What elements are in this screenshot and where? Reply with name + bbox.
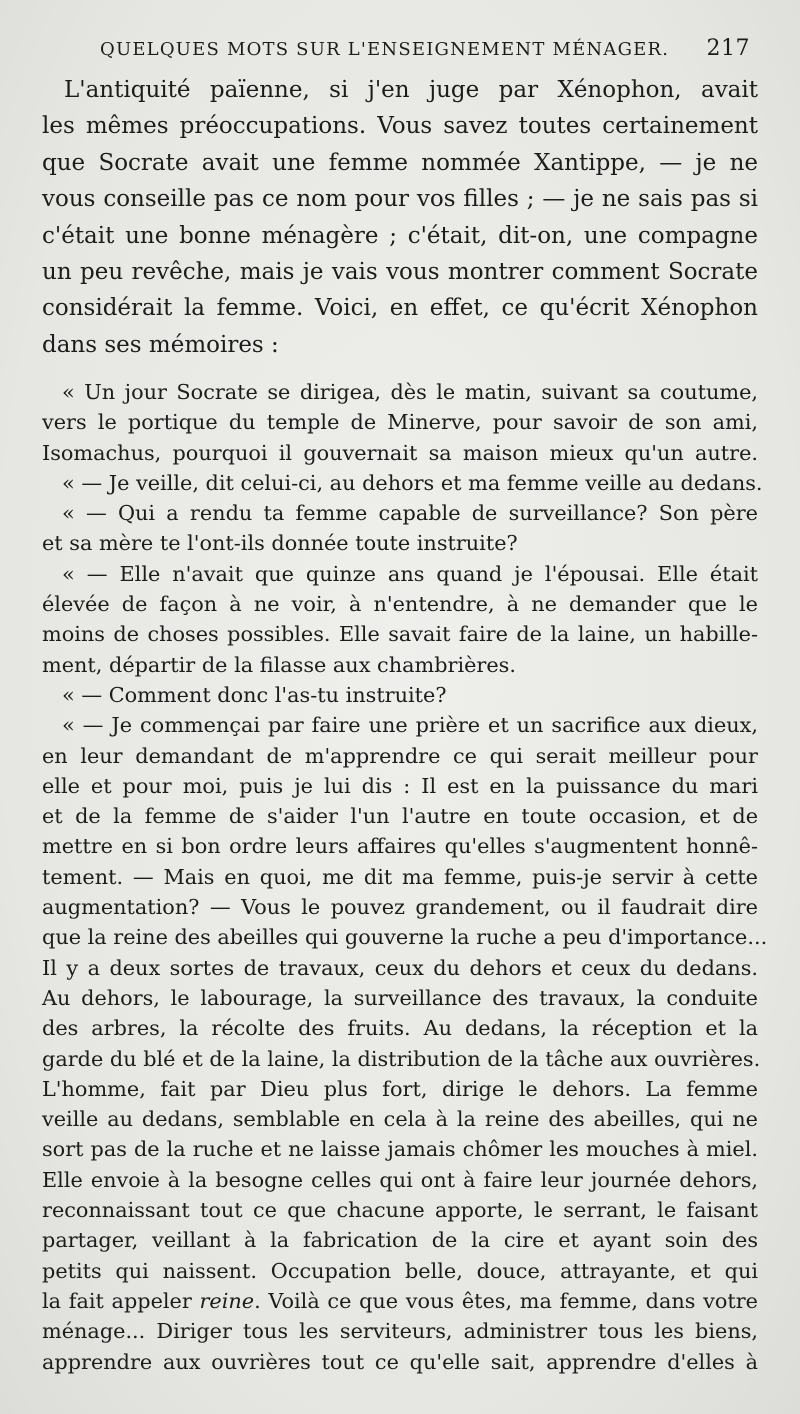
text-line: augmentation? — Vous le pouvez grandement, ou il faudrait dire bbox=[42, 895, 758, 920]
text-line: ménage... Diriger tous les serviteurs, administrer tous les biens, bbox=[42, 1319, 758, 1344]
text-line: « — Je veille, dit celui-ci, au dehors et ma femme veille au dedans. bbox=[62, 470, 763, 495]
text-line: que la reine des abeilles qui gouverne la ruche a peu d'importance... bbox=[42, 925, 768, 950]
quote-paragraph-4 bbox=[42, 559, 758, 680]
italic-word-reine: reine bbox=[199, 1288, 255, 1313]
text-line: et sa mère te l'ont-ils donnée toute instruite? bbox=[42, 531, 518, 556]
text-line: L'homme, fait par Dieu plus fort, dirige le dehors. La femme bbox=[42, 1076, 758, 1101]
text-fragment: . Voilà ce que vous êtes, ma femme, dans votre bbox=[254, 1288, 758, 1313]
text-line: moins de choses possibles. Elle savait faire de la laine, un habille- bbox=[42, 622, 758, 647]
text-line: « — Elle n'avait que quinze ans quand je l'épousai. Elle était bbox=[62, 561, 758, 586]
paragraph-intro bbox=[42, 72, 758, 363]
main-text bbox=[42, 72, 758, 363]
text-line: en leur demandant de m'apprendre ce qui serait meilleur pour bbox=[42, 743, 758, 768]
text-line: apprendre aux ouvrières tout ce qu'elle sait, apprendre d'elles à bbox=[42, 1349, 758, 1374]
text-line: L'antiquité païenne, si j'en juge par Xénophon, avait bbox=[64, 77, 758, 103]
text-line: partager, veillant à la fabrication de la cire et ayant soin des bbox=[42, 1228, 758, 1253]
text-line: les mêmes préoccupations. Vous savez toutes certainement bbox=[42, 113, 758, 140]
text-line: élevée de façon à ne voir, à n'entendre, à ne demander que le bbox=[42, 592, 758, 617]
text-line: Elle envoie à la besogne celles qui ont à faire leur journée dehors, bbox=[42, 1167, 758, 1192]
text-line-reine bbox=[42, 1286, 758, 1316]
text-line: que Socrate avait une femme nommée Xantippe, — je ne bbox=[42, 149, 758, 176]
text-line: et de la femme de s'aider l'un l'autre en toute occasion, et de bbox=[42, 804, 758, 829]
text-line: dans ses mémoires : bbox=[42, 331, 279, 358]
text-line: c'était une bonne ménagère ; c'était, dit-on, une compagne bbox=[42, 222, 758, 249]
text-line: un peu revêche, mais je vais vous montrer comment Socrate bbox=[42, 259, 758, 286]
text-line: vers le portique du temple de Minerve, pour savoir de son ami, bbox=[42, 410, 758, 435]
text-line: vous conseille pas ce nom pour vos filles ; — je ne sais pas si bbox=[42, 186, 758, 213]
text-fragment: la fait appeler bbox=[42, 1288, 200, 1313]
text-line: veille au dedans, semblable en cela à la reine des abeilles, qui ne bbox=[42, 1107, 758, 1132]
text-line: Au dehors, le labourage, la surveillance des travaux, la conduite bbox=[42, 985, 758, 1010]
text-line: « Un jour Socrate se dirigea, dès le matin, suivant sa coutume, bbox=[62, 380, 758, 404]
quoted-dialogue bbox=[42, 377, 768, 1377]
text-line: « — Qui a rendu ta femme capable de surveillance? Son père bbox=[62, 501, 758, 526]
text-line: garde du blé et de la laine, la distribution de la tâche aux ouvrières. bbox=[42, 1046, 761, 1071]
text-line: ment, départir de la filasse aux chambrières. bbox=[42, 652, 516, 677]
quote-paragraph-3 bbox=[42, 498, 758, 559]
text-line: sort pas de la ruche et ne laisse jamais chômer les mouches à miel. bbox=[42, 1137, 758, 1162]
page-number: 217 bbox=[706, 36, 750, 61]
text-line: considérait la femme. Voici, en effet, ce qu'écrit Xénophon bbox=[42, 295, 758, 322]
quote-paragraph-2 bbox=[42, 468, 763, 498]
quote-paragraph-5 bbox=[42, 680, 758, 710]
text-line: « — Je commençai par faire une prière et un sacrifice aux dieux, bbox=[62, 713, 758, 738]
text-line: « — Comment donc l'as-tu instruite? bbox=[62, 682, 447, 707]
text-line: mettre en si bon ordre leurs affaires qu'elles s'augmentent honnê- bbox=[42, 834, 758, 859]
text-line: des arbres, la récolte des fruits. Au dedans, la réception et la bbox=[42, 1016, 758, 1041]
page-header bbox=[100, 36, 750, 68]
quote-paragraph-6 bbox=[42, 710, 768, 1377]
text-line: elle et pour moi, puis je lui dis : Il est en la puissance du mari bbox=[42, 773, 758, 798]
running-title: QUELQUES MOTS SUR L'ENSEIGNEMENT MÉNAGER. bbox=[100, 39, 670, 60]
text-line: tement. — Mais en quoi, me dit ma femme, puis-je servir à cette bbox=[42, 864, 758, 889]
quote-paragraph-1 bbox=[42, 377, 758, 468]
text-line: Isomachus, pourquoi il gouvernait sa maison mieux qu'un autre. bbox=[42, 440, 758, 465]
text-line: reconnaissant tout ce que chacune apporte, le serrant, le faisant bbox=[42, 1198, 758, 1223]
text-line: Il y a deux sortes de travaux, ceux du dehors et ceux du dedans. bbox=[42, 955, 758, 980]
text-line: petits qui naissent. Occupation belle, douce, attrayante, et qui bbox=[42, 1258, 758, 1283]
